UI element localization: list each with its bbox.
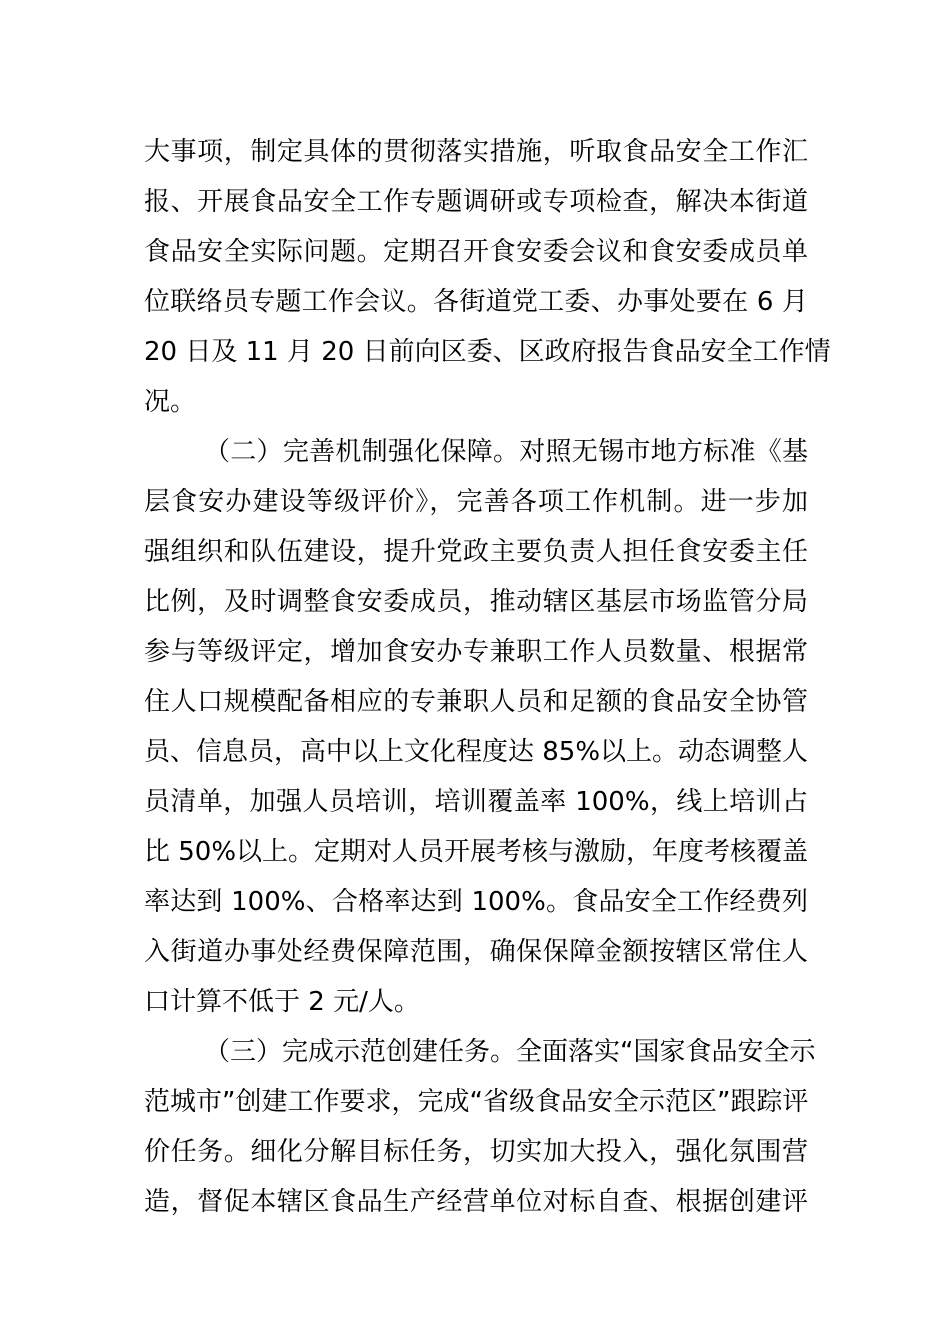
text-line: 况。 xyxy=(144,387,197,417)
text-line: 大事项，制定具体的贯彻落实措施，听取食品安全工作汇 xyxy=(144,137,808,167)
text-line: 员清单，加强人员培训，培训覆盖率 100%，线上培训占 xyxy=(144,787,808,817)
text-line: 比例，及时调整食安委成员，推动辖区基层市场监管分局 xyxy=(144,587,808,617)
text-line: 报、开展食品安全工作专题调研或专项检查，解决本街道 xyxy=(144,187,808,217)
text-line: 住人口规模配备相应的专兼职人员和足额的食品安全协管 xyxy=(144,687,808,717)
text-line: 食品安全实际问题。定期召开食安委会议和食安委成员单 xyxy=(144,237,808,267)
text-line: 参与等级评定，增加食安办专兼职工作人员数量、根据常 xyxy=(144,637,808,667)
text-line: 比 50%以上。定期对人员开展考核与激励，年度考核覆盖 xyxy=(144,837,809,867)
document-body xyxy=(144,127,831,1227)
section-heading-line: （三）完成示范创建任务。全面落实“国家食品安全示 xyxy=(204,1037,816,1067)
text-line: 入街道办事处经费保障范围，确保保障金额按辖区常住人 xyxy=(144,937,808,967)
text-line: 强组织和队伍建设，提升党政主要负责人担任食安委主任 xyxy=(144,537,808,567)
text-line: 率达到 100%、合格率达到 100%。食品安全工作经费列 xyxy=(144,887,808,917)
text-line: 层食安办建设等级评价》，完善各项工作机制。进一步加 xyxy=(144,487,808,517)
text-line: 价任务。细化分解目标任务，切实加大投入，强化氛围营 xyxy=(144,1137,808,1167)
text-line: 位联络员专题工作会议。各街道党工委、办事处要在 6 月 xyxy=(144,287,808,317)
text-line: 口计算不低于 2 元/人。 xyxy=(144,987,420,1017)
text-line: 员、信息员，高中以上文化程度达 85%以上。动态调整人 xyxy=(144,737,809,767)
text-line: 20 日及 11 月 20 日前向区委、区政府报告食品安全工作情 xyxy=(144,337,831,367)
section-heading-line: （二）完善机制强化保障。对照无锡市地方标准《基 xyxy=(204,437,808,467)
text-line: 造，督促本辖区食品生产经营单位对标自查、根据创建评 xyxy=(144,1187,808,1217)
text-line: 范城市”创建工作要求，完成“省级食品安全示范区”跟踪评 xyxy=(144,1087,809,1117)
